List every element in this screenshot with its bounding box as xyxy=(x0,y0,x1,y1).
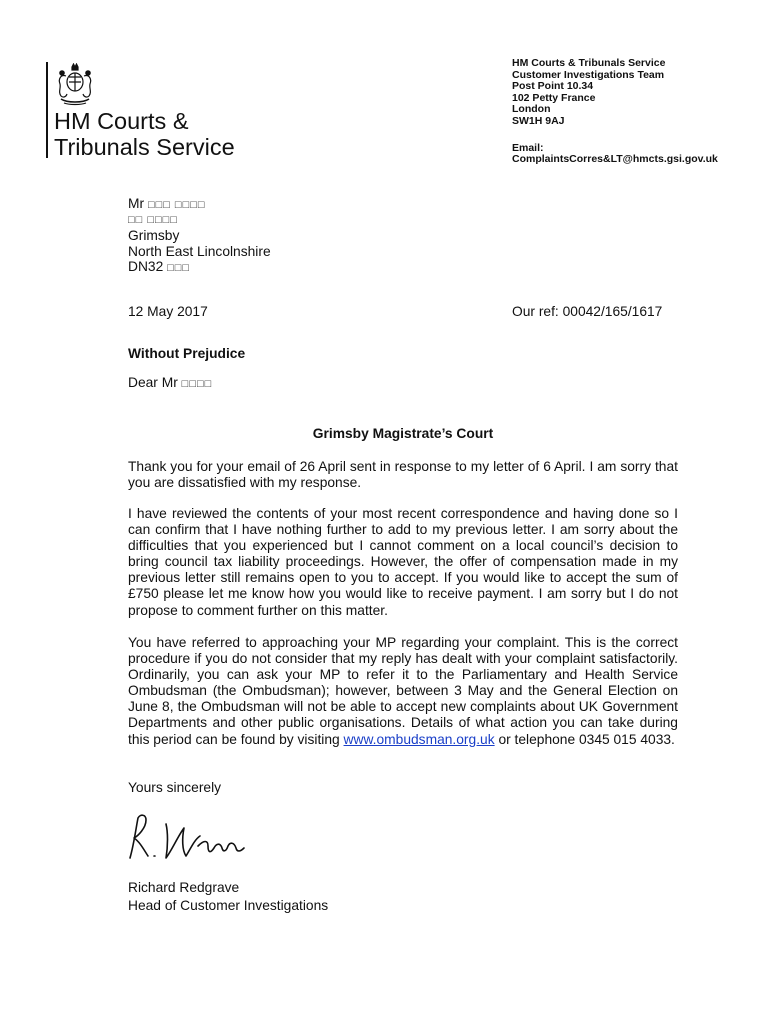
recipient-postcode-line xyxy=(128,259,271,276)
postcode-prefix: DN32 xyxy=(128,258,164,274)
sender-line: Post Point 10.34 xyxy=(512,80,594,93)
signatory xyxy=(128,879,328,915)
paragraph-2: I have reviewed the contents of your most recent correspondence and having done so I can confirm that I have nothing further to add to my previous letter. I am sorry about the difficulties that you experienced but I cannot comment on a local council’s decision to bring council tax liability proceedings. However, the offer of compensation made in my previous letter still remains open to you to accept. If you would like to accept the sum of £750 please let me know how you would like to receive payment. I am sorry but I do not propose to comment further on this matter. xyxy=(128,506,678,618)
sender-line: Customer Investigations Team xyxy=(512,68,665,81)
redacted-surname: □□□□ xyxy=(181,378,213,390)
paragraph-1: Thank you for your email of 26 April sent in response to my letter of 6 April. I am sorry that you are dissatisfied with my response. xyxy=(128,459,678,491)
organisation-name xyxy=(54,108,235,160)
redacted-postcode: □□□ xyxy=(167,261,191,274)
recipient-town: Grimsby xyxy=(128,228,180,244)
email-address: ComplaintsCorres&LT@hmcts.gsi.gov.uk xyxy=(512,153,718,166)
reference-number: Our ref: 00042/165/1617 xyxy=(512,304,663,319)
salutation xyxy=(128,375,212,390)
sender-line: HM Courts & Tribunals Service xyxy=(512,57,666,69)
sender-line: 102 Petty France xyxy=(512,91,596,104)
salutation-prefix: Dear Mr xyxy=(128,375,178,390)
recipient-name-line xyxy=(128,196,271,213)
letter-subject: Grimsby Magistrate’s Court xyxy=(312,426,494,441)
paragraph-3 xyxy=(128,635,678,748)
recipient-title: Mr xyxy=(128,196,145,211)
logo-divider xyxy=(46,62,48,158)
sender-address xyxy=(512,58,718,166)
organisation-name-line2: Tribunals Service xyxy=(54,134,235,160)
sender-line: London xyxy=(512,103,551,116)
paragraph-3-text: You have referred to approaching your MP regarding your complaint. This is the correct procedure if you do not consider that my reply has dealt with your complaint satisfactorily. Ordinarily, you can ask your MP to refer it to the Parliamentary and Health Service Ombudsman (the Ombudsman); however, between 3 May and the General Election on June 8, the Ombudsman will not be able to accept new complaints about UK Government Departments and other public organisations. Details of what action you can take during this period can be found by visiting xyxy=(128,635,678,747)
recipient-address xyxy=(128,196,271,276)
email-label: Email: xyxy=(512,141,544,154)
redacted-name: □□□ □□□□ xyxy=(147,199,206,211)
ombudsman-link[interactable]: www.ombudsman.org.uk xyxy=(343,731,495,747)
redacted-street: □□ □□□□ xyxy=(128,214,178,227)
signature-image xyxy=(124,806,248,868)
paragraph-3-tail: or telephone 0345 015 4033. xyxy=(494,731,675,747)
recipient-county: North East Lincolnshire xyxy=(128,243,271,259)
royal-coat-of-arms-icon xyxy=(55,63,95,107)
signer-name: Richard Redgrave xyxy=(128,880,240,895)
organisation-name-line1: HM Courts & xyxy=(54,108,189,134)
sender-line: SW1H 9AJ xyxy=(512,114,565,127)
closing: Yours sincerely xyxy=(128,780,222,795)
without-prejudice-marking: Without Prejudice xyxy=(128,346,246,361)
letter-date: 12 May 2017 xyxy=(128,304,208,319)
signer-title: Head of Customer Investigations xyxy=(128,898,329,913)
